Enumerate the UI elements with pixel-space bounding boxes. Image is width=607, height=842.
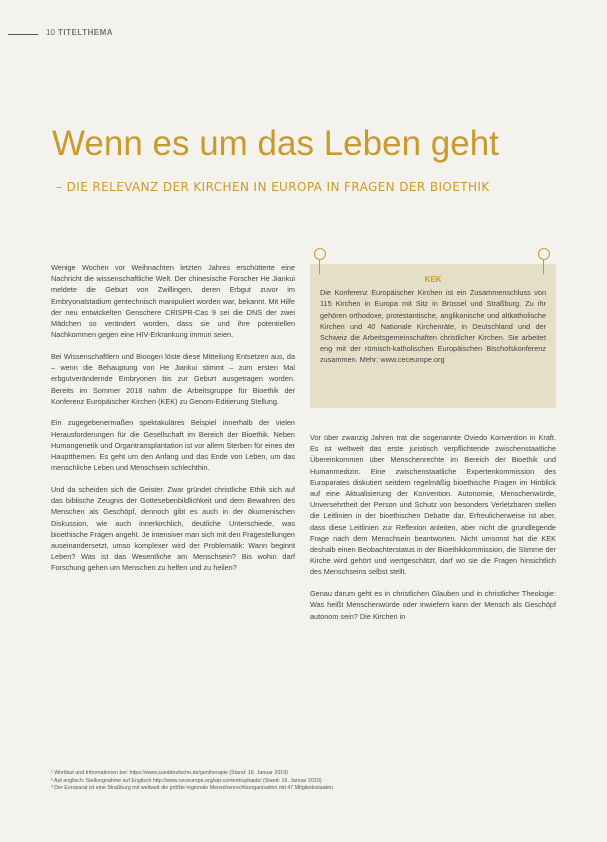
article-title: Wenn es um das Leben geht [52,124,499,163]
pin-icon [538,248,550,278]
footnote: ¹ Wortlaut und Informationen bei: https://www.sueddeutsche.de/gentherapie (Stand: 16. Januar 2019) [51,770,288,776]
kek-box-title: KEK [424,275,442,284]
header-rule [8,34,38,35]
page-header [0,27,607,41]
right-column [310,432,556,632]
section-label: TITELTHEMA [58,28,114,37]
paragraph: Genau darum geht es in christlichen Glauben und in christlicher Theologie: Was heißt Menschenwürde oder inwiefern kann der Mensch als Geschöpf autonom sein? Die Kirchen in [310,589,556,621]
kek-info-box [310,264,556,408]
paragraph: Wenige Wochen vor Weihnachten letzten Jahres erschütterte eine Nachricht die wissenschaftliche Welt. Der chinesische Forscher He Jiankui meldete die Geburt von Zwillingen, deren Erbgut zuvor im Embryonalstadium gentechnisch manipuliert worden war, bekannt. Mit Hilfe der neu entwickelten Genschere CRISPR-Cas 9 sei die DNS der zwei Mädchen so verändert worden, dass sie und ihre potentiellen Nachkommen gegen eine HIV-Erkrankung immun seien. [51,263,295,340]
footnote: ³ Der Europarat ist eine Straßburg mit weltweit die größte regionale Menschenrechtsorganisation mit 47 Mitgliedsstaaten. [51,785,335,792]
paragraph: Ein zugegebenermaßen spektakuläres Beispiel innerhalb der vielen Herausforderungen für die Gesellschaft im Bereich der Bioethik. Neben Humangenetik und Organtransplantation ist vor allem Sterben für eines der Hauptthemen. Es geht um den Anfang und das Ende von Leben, um das menschliche Leben und Menschsein schlechthin. [51,418,295,473]
paragraph: Und da scheiden sich die Geister. Zwar gründet christliche Ethik sich auf das biblische Zeugnis der Gottesebenbildlichkeit und dem Bewahren des Menschen als Geschöpf, dennoch gibt es auch in der ökumenischen Diskussion, wie auch innerkirchlich, deutliche Unterschiede, was bioethische Fragen angeht. Je intensiver man sich mit den Fragestellungen auseinandersetzt, umso komplexer wird der Problematik: Wann beginnt Leben? Was ist das Wesentliche am Menschsein? Bis wohin darf Forschung gehen um Menschen zu helfen und zu heilen? [51,484,295,573]
pin-icon [314,248,326,278]
paragraph: Bei Wissenschaftlern und Bioogen löste diese Mitteilung Entsetzen aus, da – wenn die Behauptung von He Jiankui stimmt – zum ersten Mal erbgutverändernde Embryonen bis zur Geburt ausgetragen worden. Bereits im Sommer 2018 nahm die Arbeitsgruppe für Bioethik der Konferenz Europäischer Kirchen (KEK) zu Genom-Editierung Stellung. [51,351,295,406]
article-subtitle: – DIE RELEVANZ DER KIRCHEN IN EUROPA IN FRAGEN DER BIOETHIK [56,180,490,194]
page-number: 10 [46,28,55,37]
paragraph: Vor über zwanzig Jahren trat die sogenannte Oviedo Konvention in Kraft. Es ist weltweit das erste juristisch verpflichtende zwischenstaatliche Übereinkommen über Menschenrechte im Bereich der Bioethik und Humanmedizin. Eine zwischenstaatliche Expertenkommission des Europarates diskutiert seitdem regelmäßig bioethische Fragen im Hinblick auf eine Aktualisierung der Konvention. Autonomie, Menschenwürde, Unversehrtheit der Person und Schutz von besonders Verletzbaren stellen die Leitlinien in der bioethischen Debatte dar. Erfreulicherweise ist aber, dass diese Leitlinien zur Reflexion anleiten, aber nicht die grundlegende Frage nach dem Menschsein beantworten. Nicht umsonst hat die KEK deshalb einen Beobachterstatus in der Bioethikkommission, die Stimme der Kirche wird gehört und wertgeschätzt, darf wo sie die Fragen hinsichtlich des Menschseins selbst stellt. [310,433,556,577]
footnote: ² Auf englisch: Stellungnahme auf Englisch http://www.ceceurope.org/wp-content/uploads/ (Stand: 16. Januar 2019) [51,777,322,784]
kek-box-text: Die Konferenz Europäischer Kirchen ist ein Zusammenschluss von 115 Kirchen in Europa mit Sitz in Brüssel und Straßburg. Zu ihr gehören orthodoxe, protestantische, anglikanische und altkatholische Kirchen und 40 Nationale Kirchenräte, in Deutschland und der Schweiz die Arbeitsgemeinschaften christlicher Kirchen. Sie arbeitet eng mit der römisch-katholischen Europäischen Bischofskonferenz zusammen. Mehr: www.ceceurope.org [320,288,546,365]
footnotes [51,770,571,793]
left-column [51,262,295,584]
